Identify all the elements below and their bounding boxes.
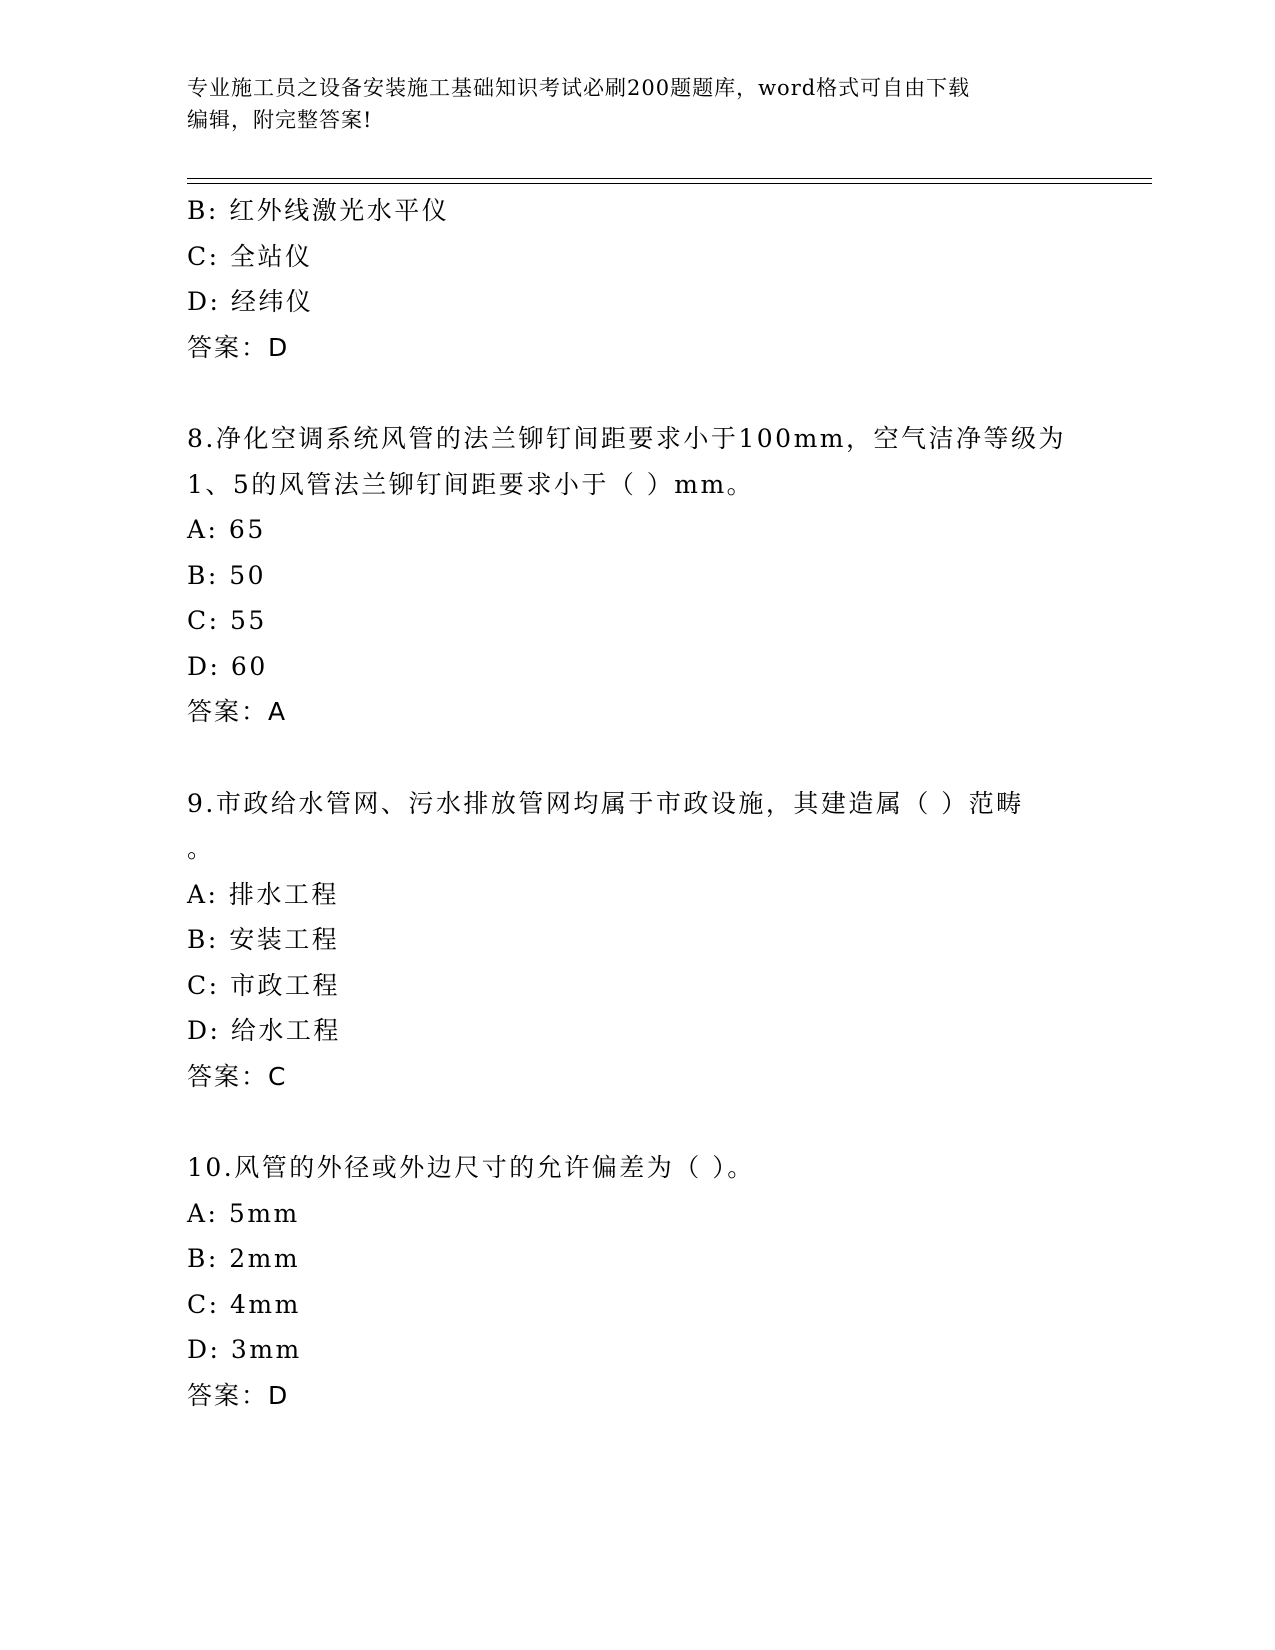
question-10 [187,1145,1087,1418]
header-divider-top [187,178,1152,179]
question-text-line-1: 9.市政给水管网、污水排放管网均属于市政设施，其建造属（ ）范畴 [187,788,1024,818]
option-c: C: 全站仪 [187,241,313,271]
question-8 [187,416,1087,735]
option-a: A: 5mm [187,1198,300,1228]
option-c: C: 4mm [187,1289,301,1319]
option-b: B: 安装工程 [187,925,340,954]
header-line-2: 编辑，附完整答案! [187,108,373,132]
answer: 答案：A [187,697,288,726]
question-9 [187,781,1087,1100]
option-d: D: 给水工程 [187,1016,341,1045]
answer: 答案：D [187,332,290,362]
option-c: C: 55 [187,606,267,635]
option-b: B: 红外线激光水平仪 [187,196,450,225]
option-d: D: 60 [187,651,268,681]
question-text-line-1: 10.风管的外径或外边尺寸的允许偏差为（ ）。 [187,1153,755,1182]
header-divider-bottom [187,183,1152,184]
option-d: D: 3mm [187,1335,302,1364]
option-a: A: 65 [187,515,266,544]
header-line-1: 专业施工员之设备安装施工基础知识考试必刷200题题库，word格式可自由下载 [187,76,971,100]
option-d: D: 经纬仪 [187,287,314,316]
document-body [187,188,1087,1418]
option-c: C: 市政工程 [187,970,340,1000]
document-header [187,72,1067,136]
answer: 答案：C [187,1061,288,1091]
question-text-line-1: 8.净化空调系统风管的法兰铆钉间距要求小于100mm，空气洁净等级为 [187,424,1066,453]
option-b: B: 2mm [187,1244,301,1273]
question-text-line-2: 。 [187,834,215,863]
question-7 [187,188,1087,370]
answer: 答案：D [187,1380,290,1410]
question-text-line-2: 1、5的风管法兰铆钉间距要求小于（ ）mm。 [187,469,755,499]
option-b: B: 50 [187,560,267,590]
option-a: A: 排水工程 [187,879,339,909]
